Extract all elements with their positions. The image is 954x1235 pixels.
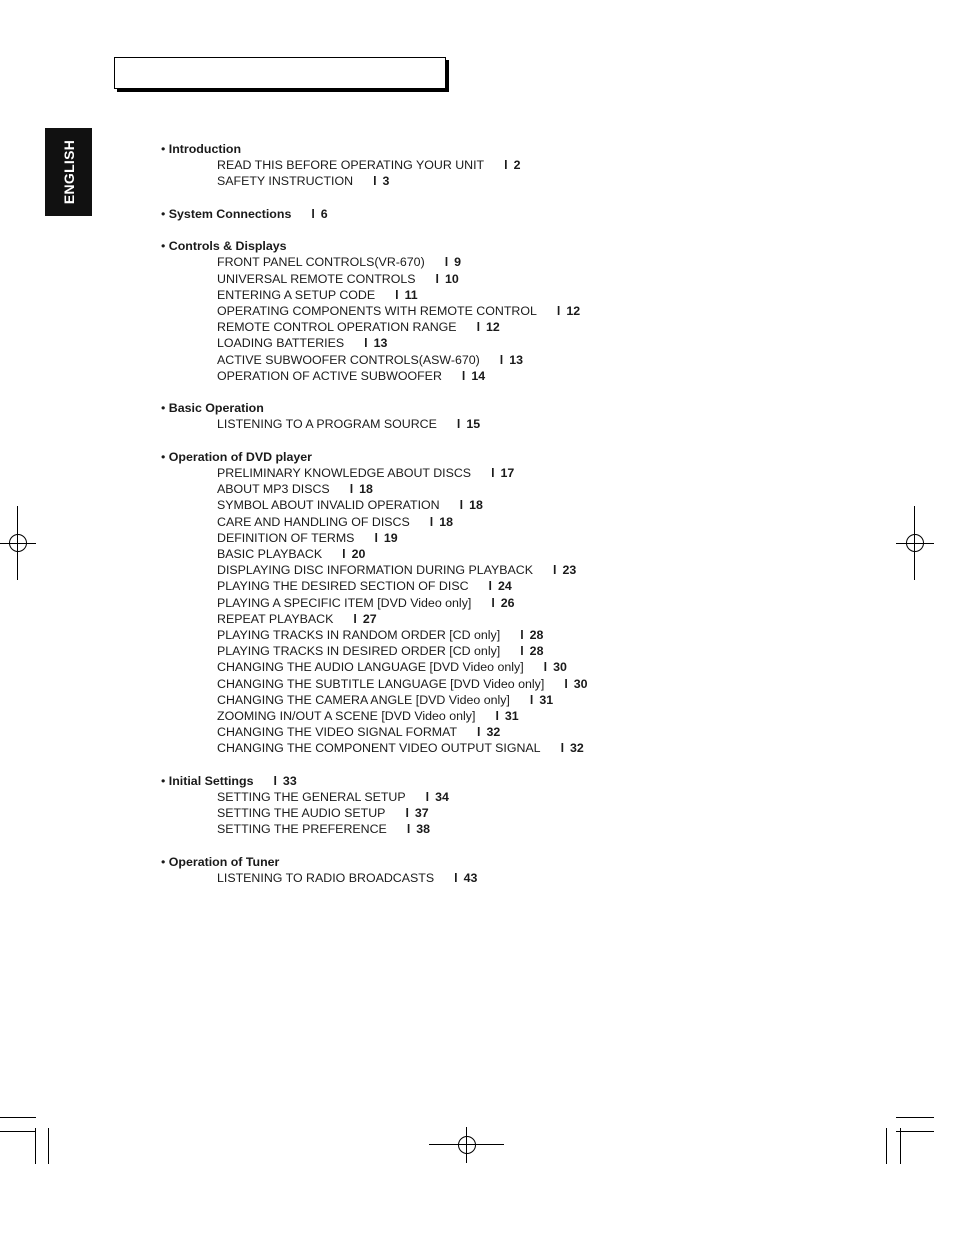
toc-section-title-text: Controls & Displays: [168, 239, 287, 254]
page-separator-icon: l: [476, 320, 481, 335]
toc-section: [161, 773, 721, 838]
toc-entry-page: [460, 498, 483, 512]
page-separator-icon: l: [405, 806, 409, 821]
toc-entry: [161, 805, 721, 821]
toc-section-page: [273, 774, 296, 788]
toc-entry-page-number: 18: [469, 498, 483, 513]
toc-entry: [161, 821, 721, 837]
toc-entry-page-number: 26: [500, 595, 515, 610]
bullet-icon: •: [161, 239, 169, 254]
toc-entry-label: DISPLAYING DISC INFORMATION DURING PLAYBACK: [217, 563, 534, 578]
toc-entry-page: [350, 482, 373, 496]
toc-entry-label: ZOOMING IN/OUT A SCENE [DVD Video only]: [217, 709, 476, 724]
toc-section-page: [311, 207, 327, 221]
toc-entry-label: OPERATION OF ACTIVE SUBWOOFER: [217, 368, 442, 383]
toc-section: [161, 238, 721, 384]
toc-section-title: [161, 206, 721, 222]
toc-entry-page: [557, 304, 580, 318]
toc-entry-page: [457, 417, 480, 431]
toc-entry-page: [462, 369, 485, 383]
toc-entry: [161, 530, 721, 546]
toc-entry-page: [353, 612, 376, 626]
toc-section: [161, 400, 721, 432]
toc-entry-page-number: 28: [529, 628, 544, 643]
toc-entry-page-number: 11: [404, 287, 418, 302]
toc-entry: [161, 740, 721, 756]
toc-entry-page: [520, 628, 543, 642]
toc-section-title: [161, 400, 721, 416]
crop-mark-bottom-left-v: [35, 1128, 36, 1164]
crop-mark-bottom-right-h: [896, 1117, 934, 1118]
toc-entry-label: CHANGING THE CAMERA ANGLE [DVD Video only]: [217, 692, 510, 707]
toc-entry-label: REPEAT PLAYBACK: [217, 611, 334, 626]
toc-entry-label: LISTENING TO RADIO BROADCASTS: [217, 871, 435, 886]
page-separator-icon: l: [564, 676, 568, 691]
toc-entry-page: [564, 677, 587, 691]
toc-entry-label: LISTENING TO A PROGRAM SOURCE: [217, 417, 437, 432]
toc-entry-label: FRONT PANEL CONTROLS(VR-670): [217, 255, 425, 270]
crop-mark-bottom-right-v2: [900, 1128, 901, 1164]
toc-entry: [161, 287, 721, 303]
toc-entry-page-number: 2: [513, 158, 521, 173]
toc-entry-label: PLAYING TRACKS IN RANDOM ORDER [CD only]: [217, 628, 501, 643]
toc-entry-page-number: 3: [382, 174, 390, 189]
toc-entry: [161, 319, 721, 335]
toc-entry: [161, 514, 721, 530]
toc-entry-label: SETTING THE AUDIO SETUP: [217, 806, 386, 821]
toc-entry-page-number: 32: [570, 741, 584, 756]
page-separator-icon: l: [311, 206, 315, 221]
toc-entry-page-number: 10: [444, 271, 459, 286]
toc-entry-page-number: 38: [416, 822, 431, 837]
toc-entry: [161, 271, 721, 287]
toc-entry-page: [436, 272, 459, 286]
toc-entry-label: PLAYING THE DESIRED SECTION OF DISC: [217, 579, 469, 594]
toc-entry: [161, 643, 721, 659]
bullet-icon: •: [161, 142, 169, 156]
toc-entry: [161, 578, 721, 594]
toc-entry-label: PRELIMINARY KNOWLEDGE ABOUT DISCS: [217, 466, 472, 480]
toc-entry-page-number: 13: [509, 352, 524, 367]
toc-entry-page-number: 9: [454, 255, 462, 270]
toc-section-title: [161, 773, 721, 789]
toc-entry-label: PLAYING A SPECIFIC ITEM [DVD Video only]: [217, 595, 472, 610]
page-separator-icon: l: [435, 271, 439, 286]
page-separator-icon: l: [529, 692, 534, 707]
toc-entry-page-number: 15: [466, 417, 481, 432]
registration-mark-left-circle: [9, 534, 27, 552]
page-separator-icon: l: [456, 417, 461, 432]
toc-section-title: [161, 854, 721, 870]
toc-entry-page: [491, 596, 514, 610]
toc-entry-page-number: 18: [439, 514, 454, 529]
page-separator-icon: l: [349, 482, 354, 497]
page-separator-icon: l: [491, 466, 495, 480]
page-separator-icon: l: [520, 628, 524, 643]
page-separator-icon: l: [560, 741, 565, 756]
toc-entry-page: [430, 515, 453, 529]
toc-entry-page: [489, 579, 512, 593]
toc-entry-page: [374, 531, 397, 545]
toc-entry-page-number: 31: [539, 692, 554, 707]
page-separator-icon: l: [556, 304, 561, 318]
toc-section-title-text: System Connections: [168, 206, 292, 221]
toc-section: [161, 141, 721, 190]
toc-section-title-text: Basic Operation: [168, 401, 264, 416]
toc-entry-page-number: 23: [562, 563, 577, 578]
bullet-icon: •: [161, 449, 169, 464]
toc-entry-page: [395, 288, 418, 302]
registration-mark-bottom-circle: [458, 1136, 476, 1154]
page-separator-icon: l: [491, 595, 495, 610]
toc-section-title: [161, 238, 721, 254]
bullet-icon: •: [161, 401, 169, 416]
page-separator-icon: l: [406, 822, 411, 837]
toc-entry-page: [426, 790, 449, 804]
toc-entry-label: CHANGING THE VIDEO SIGNAL FORMAT: [217, 725, 458, 740]
toc-entry-page: [491, 466, 514, 480]
toc-entry-page-number: 12: [486, 320, 500, 335]
page-separator-icon: l: [373, 174, 377, 189]
toc-entry-page: [405, 806, 428, 820]
toc-entry-label: ENTERING A SETUP CODE: [217, 287, 376, 302]
toc-section: [161, 854, 721, 886]
page-separator-icon: l: [499, 352, 504, 367]
toc-entry: [161, 708, 721, 724]
page-separator-icon: l: [459, 498, 464, 513]
toc-entry-page: [445, 255, 461, 269]
toc-entry-page-number: 12: [566, 304, 581, 318]
toc-entry-page: [553, 563, 576, 577]
toc-entry-page-number: 28: [529, 644, 544, 659]
page-separator-icon: l: [454, 871, 458, 886]
toc-entry-page: [342, 547, 365, 561]
toc-entry-label: CHANGING THE COMPONENT VIDEO OUTPUT SIGNAL: [217, 741, 541, 756]
toc-entry-page-number: 27: [362, 611, 377, 626]
language-tab: [45, 128, 92, 216]
toc-entry: [161, 352, 721, 368]
toc-entry-page: [477, 725, 500, 739]
toc-entry-page: [477, 320, 500, 334]
toc-entry: [161, 692, 721, 708]
toc-entry-page: [500, 353, 523, 367]
toc-section: [161, 449, 721, 757]
toc-entry-page-number: 30: [573, 676, 588, 691]
toc-entry-page-number: 37: [414, 806, 429, 821]
page-separator-icon: l: [429, 514, 434, 529]
toc-section-title-text: Introduction: [168, 142, 242, 156]
toc-entry-label: CARE AND HANDLING OF DISCS: [217, 514, 410, 529]
crop-mark-bottom-left-h2: [0, 1131, 36, 1132]
toc-entry-label: ACTIVE SUBWOOFER CONTROLS(ASW-670): [217, 352, 480, 367]
crop-mark-bottom-left-h: [0, 1117, 36, 1118]
toc-entry-label: DEFINITION OF TERMS: [217, 530, 355, 545]
toc-entry-label: SAFETY INSTRUCTION: [217, 174, 354, 189]
page-separator-icon: l: [461, 368, 466, 383]
toc-entry-label: OPERATING COMPONENTS WITH REMOTE CONTROL: [217, 304, 537, 318]
toc-entry-label: CHANGING THE SUBTITLE LANGUAGE [DVD Video only]: [217, 676, 545, 691]
page-separator-icon: l: [543, 660, 548, 675]
header-title-box: [114, 57, 446, 89]
toc-entry-page: [454, 871, 477, 885]
toc-entry-page-number: 14: [471, 368, 486, 383]
toc-entry-page-number: 43: [463, 871, 478, 886]
bullet-icon: •: [161, 854, 169, 869]
toc-entry-label: ABOUT MP3 DISCS: [217, 482, 330, 497]
toc-entry: [161, 368, 721, 384]
toc-entry-page: [495, 709, 518, 723]
toc-entry-label: LOADING BATTERIES: [217, 336, 345, 351]
toc-entry-page: [520, 644, 543, 658]
toc-entry: [161, 611, 721, 627]
registration-mark-right-circle: [906, 534, 924, 552]
toc-entry-label: BASIC PLAYBACK: [217, 547, 323, 562]
toc-entry: [161, 676, 721, 692]
toc-entry: [161, 627, 721, 643]
page-separator-icon: l: [374, 530, 378, 545]
toc-entry-page-number: 31: [504, 709, 519, 724]
toc-entry-label: READ THIS BEFORE OPERATING YOUR UNIT: [217, 158, 485, 173]
toc-entry-page-number: 24: [497, 579, 512, 594]
toc-section-title-text: Operation of Tuner: [168, 854, 280, 869]
bullet-icon: •: [161, 773, 169, 788]
toc-section: [161, 206, 721, 222]
toc-entry-label: CHANGING THE AUDIO LANGUAGE [DVD Video only]: [217, 660, 524, 675]
page-separator-icon: l: [488, 579, 492, 594]
bullet-icon: •: [161, 206, 169, 221]
toc-entry: [161, 173, 721, 189]
toc-entry: [161, 303, 721, 319]
page-separator-icon: l: [520, 644, 524, 659]
toc-entry-label: SETTING THE GENERAL SETUP: [217, 790, 406, 805]
toc-entry: [161, 465, 721, 481]
toc-entry: [161, 595, 721, 611]
toc-entry: [161, 416, 721, 432]
table-of-contents: [161, 141, 721, 902]
toc-entry-page-number: 20: [351, 547, 366, 562]
toc-entry-page: [544, 660, 567, 674]
toc-entry: [161, 481, 721, 497]
toc-entry-page: [407, 822, 430, 836]
toc-section-title: [161, 141, 721, 157]
crop-mark-bottom-right-v: [886, 1128, 887, 1164]
page-separator-icon: l: [425, 790, 430, 805]
toc-entry-page: [364, 336, 387, 350]
toc-section-title-text: Initial Settings: [168, 773, 254, 788]
toc-entry-page-number: 32: [486, 725, 501, 740]
page-separator-icon: l: [444, 255, 449, 270]
toc-entry-page: [373, 174, 389, 188]
toc-entry-label: PLAYING TRACKS IN DESIRED ORDER [CD only]: [217, 644, 501, 659]
page-separator-icon: l: [495, 709, 499, 724]
toc-entry-label: SYMBOL ABOUT INVALID OPERATION: [217, 498, 440, 513]
toc-entry: [161, 157, 721, 173]
toc-entry: [161, 335, 721, 351]
toc-entry: [161, 870, 721, 886]
toc-entry: [161, 724, 721, 740]
toc-entry-page-number: 30: [553, 660, 567, 675]
page-separator-icon: l: [477, 725, 481, 740]
toc-section-title: [161, 449, 721, 465]
crop-mark-bottom-left-v2: [48, 1128, 49, 1164]
toc-entry-page-number: 18: [359, 482, 373, 497]
page-separator-icon: l: [342, 547, 346, 562]
toc-entry: [161, 497, 721, 513]
toc-entry: [161, 546, 721, 562]
toc-entry-page: [504, 158, 520, 172]
page-separator-icon: l: [395, 287, 399, 302]
toc-section-page-number: 6: [320, 206, 328, 221]
toc-entry: [161, 254, 721, 270]
toc-entry: [161, 789, 721, 805]
toc-entry-page-number: 19: [383, 530, 398, 545]
page-separator-icon: l: [353, 611, 357, 626]
toc-entry-page: [561, 741, 584, 755]
toc-entry: [161, 562, 721, 578]
toc-entry-label: REMOTE CONTROL OPERATION RANGE: [217, 320, 457, 335]
page-separator-icon: l: [504, 158, 508, 173]
toc-entry-label: UNIVERSAL REMOTE CONTROLS: [217, 271, 416, 286]
page-separator-icon: l: [273, 773, 277, 788]
toc-entry: [161, 659, 721, 675]
toc-entry-page: [530, 693, 553, 707]
toc-section-title-text: Operation of DVD player: [168, 449, 312, 464]
toc-entry-page-number: 13: [373, 336, 388, 351]
page-separator-icon: l: [364, 336, 368, 351]
language-tab-label: ENGLISH: [60, 139, 77, 205]
crop-mark-bottom-right-h2: [896, 1131, 934, 1132]
toc-section-page-number: 33: [282, 773, 297, 788]
toc-entry-label: SETTING THE PREFERENCE: [217, 822, 387, 837]
page-separator-icon: l: [553, 563, 557, 578]
toc-entry-page-number: 17: [500, 466, 515, 480]
toc-entry-page-number: 34: [435, 790, 449, 805]
